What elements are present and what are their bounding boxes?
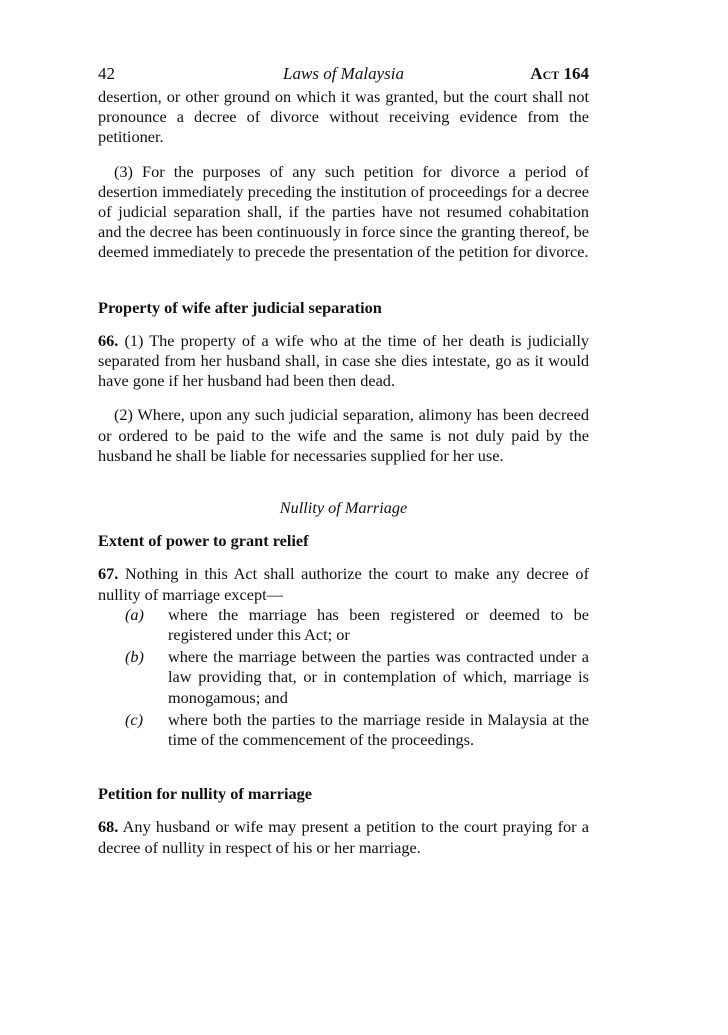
part-title: Nullity of Marriage <box>279 498 408 518</box>
list-item <box>98 710 589 750</box>
section-67-heading: Extent of power to grant relief <box>98 531 309 551</box>
section-66-subsection-1 <box>98 331 589 392</box>
document-page <box>98 62 589 858</box>
list-item-text: where the marriage has been registered or deemed to be registered under this Act; or <box>168 604 589 645</box>
section-68-text: Any husband or wife may present a petition to the court praying for a decree of nullity in respect of his or her marriage. <box>98 817 590 857</box>
page-number: 42 <box>98 64 115 83</box>
section-66-heading: Property of wife after judicial separation <box>98 297 382 317</box>
act-number <box>530 62 589 86</box>
list-item-label: (c) <box>125 709 144 729</box>
section-66-subsection-2: (2) Where, upon any such judicial separation, alimony has been decreed or ordered to be paid to the wife and the same is not duly paid by the husband he shall be liable for necessaries supplied for her use. <box>98 405 589 465</box>
continuation-paragraph: desertion, or other ground on which it was granted, but the court shall not pronounce a decree of divorce without receiving evidence from the petitioner. <box>98 87 589 147</box>
list-item-text: where the marriage between the parties was contracted under a law providing that, or in contemplation of which, marriage is monogamous; and <box>168 647 589 707</box>
list-item <box>98 647 589 708</box>
section-68-number: 68. <box>98 817 119 837</box>
subsection-3-paragraph: (3) For the purposes of any such petition for divorce a period of desertion immediately preceding the institution of proceedings for a decree of judicial separation shall, if the parties have not resumed cohabitation and the decree has been continuously in force since the granting thereof, be deemed immediately to precede the presentation of the petition for divorce. <box>98 161 589 262</box>
list-item-label: (a) <box>125 604 144 624</box>
section-66-sub1-text: (1) The property of a wife who at the time of her death is judicially separated from her husband shall, in case she dies intestate, go as it would have gone if her husband had been then dead. <box>98 330 590 391</box>
section-67-number: 67. <box>98 564 119 584</box>
section-68-paragraph <box>98 817 589 857</box>
section-67-text: Nothing in this Act shall authorize the court to make any decree of nullity of marriage except— <box>98 564 589 604</box>
section-68-heading: Petition for nullity of marriage <box>98 784 313 804</box>
list-item-text: where both the parties to the marriage reside in Malaysia at the time of the commencement of the proceedings. <box>168 709 589 750</box>
list-item <box>98 605 589 645</box>
running-title: Laws of Malaysia <box>283 64 404 83</box>
section-67-list <box>98 605 589 750</box>
page-header <box>98 62 589 86</box>
section-67-paragraph <box>98 564 589 604</box>
act-label: Act 164 <box>530 64 589 83</box>
section-66-number: 66. <box>98 330 119 350</box>
list-item-label: (b) <box>125 647 144 667</box>
